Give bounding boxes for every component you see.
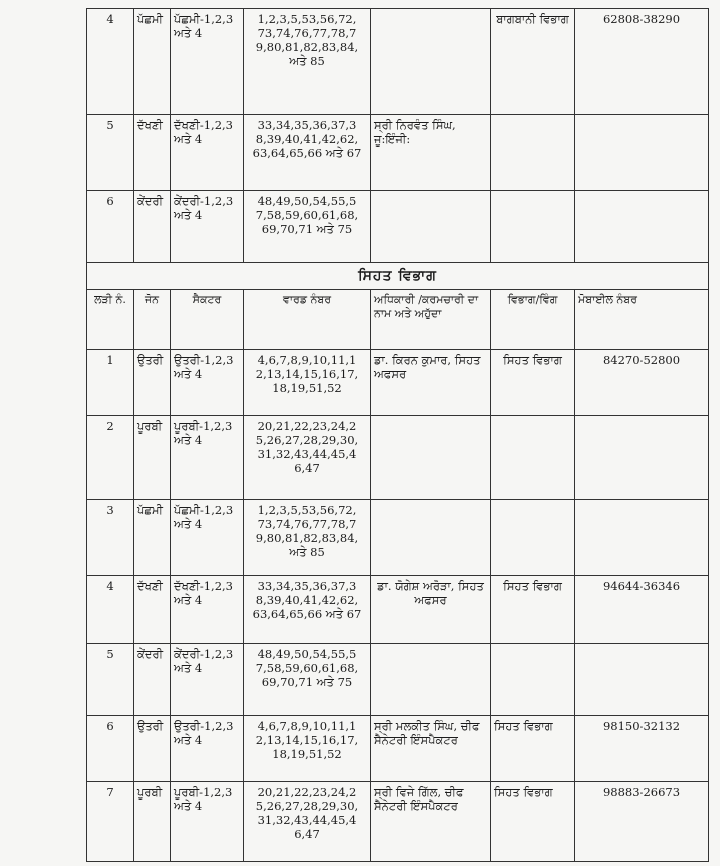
officer-cell	[371, 416, 491, 500]
zone-cell: ਉਤਰੀ	[134, 350, 171, 416]
wards-cell: 48,49,50,54,55,5 7,58,59,60,61,68, 69,70,71 ਅਤੇ 75	[244, 644, 371, 716]
serial-cell: 6	[87, 716, 134, 782]
serial-cell: 4	[87, 576, 134, 644]
zone-cell: ਪੂਰਬੀ	[134, 416, 171, 500]
zone-cell: ਕੇਂਦਰੀ	[134, 191, 171, 263]
mobile-cell	[575, 191, 709, 263]
department-cell: ਸਿਹਤ ਵਿਭਾਗ	[491, 576, 575, 644]
department-cell	[491, 500, 575, 576]
serial-cell: 4	[87, 9, 134, 115]
table-row	[87, 9, 709, 115]
serial-cell: 5	[87, 115, 134, 191]
serial-cell: 6	[87, 191, 134, 263]
department-cell: ਬਾਗਬਾਨੀ ਵਿਭਾਗ	[491, 9, 575, 115]
header-department: ਵਿਭਾਗ/ਵਿੰਗ	[491, 290, 575, 350]
wards-cell: 4,6,7,8,9,10,11,1 2,13,14,15,16,17, 18,19,51,52	[244, 716, 371, 782]
mobile-cell: 94644-36346	[575, 576, 709, 644]
department-cell: ਸਿਹਤ ਵਿਭਾਗ	[491, 716, 575, 782]
table-row	[87, 416, 709, 500]
wards-cell: 4,6,7,8,9,10,11,1 2,13,14,15,16,17, 18,19,51,52	[244, 350, 371, 416]
mobile-cell	[575, 115, 709, 191]
sector-cell: ਦੱਖਣੀ-1,2,3 ਅਤੇ 4	[171, 576, 244, 644]
department-cell	[491, 644, 575, 716]
officer-cell: ਡਾ. ਕਿਰਨ ਕੁਮਾਰ, ਸਿਹਤ ਅਫਸਰ	[371, 350, 491, 416]
header-mobile: ਮੋਬਾਈਲ ਨੰਬਰ	[575, 290, 709, 350]
mobile-cell: 98883-26673	[575, 782, 709, 862]
section-title: ਸਿਹਤ ਵਿਭਾਗ	[87, 263, 709, 290]
officer-cell: ਸ੍ਰੀ ਨਿਰਵੰਤ ਸਿੰਘ, ਜੂ:ਇੰਜੀ:	[371, 115, 491, 191]
serial-cell: 1	[87, 350, 134, 416]
mobile-cell	[575, 500, 709, 576]
officer-cell: ਸ੍ਰੀ ਮਲਕੀਤ ਸਿੰਘ, ਚੀਫ ਸੈਨੇਟਰੀ ਇੰਸਪੈਕਟਰ	[371, 716, 491, 782]
sector-cell: ਕੇਂਦਰੀ-1,2,3 ਅਤੇ 4	[171, 191, 244, 263]
zone-cell: ਦੱਖਣੀ	[134, 576, 171, 644]
ward-officer-table	[86, 8, 709, 862]
wards-cell: 33,34,35,36,37,3 8,39,40,41,42,62, 63,64,65,66 ਅਤੇ 67	[244, 115, 371, 191]
sector-cell: ਕੇਂਦਰੀ-1,2,3 ਅਤੇ 4	[171, 644, 244, 716]
sector-cell: ਉਤਰੀ-1,2,3 ਅਤੇ 4	[171, 716, 244, 782]
wards-cell: 20,21,22,23,24,2 5,26,27,28,29,30, 31,32,43,44,45,4 6,47	[244, 416, 371, 500]
officer-cell	[371, 500, 491, 576]
mobile-cell: 62808-38290	[575, 9, 709, 115]
sector-cell: ਉਤਰੀ-1,2,3 ਅਤੇ 4	[171, 350, 244, 416]
table-row	[87, 500, 709, 576]
mobile-cell	[575, 416, 709, 500]
officer-cell	[371, 9, 491, 115]
header-sector: ਸੈਕਟਰ	[171, 290, 244, 350]
zone-cell: ਕੇਂਦਰੀ	[134, 644, 171, 716]
department-cell	[491, 115, 575, 191]
table-row	[87, 576, 709, 644]
header-zone: ਜੋਨ	[134, 290, 171, 350]
table-row	[87, 644, 709, 716]
serial-cell: 7	[87, 782, 134, 862]
department-cell	[491, 416, 575, 500]
sector-cell: ਪੂਰਬੀ-1,2,3 ਅਤੇ 4	[171, 782, 244, 862]
wards-cell: 1,2,3,5,53,56,72, 73,74,76,77,78,7 9,80,81,82,83,84, ਅਤੇ 85	[244, 500, 371, 576]
officer-cell	[371, 644, 491, 716]
officer-cell: ਸ੍ਰੀ ਵਿਜੇ ਗਿੱਲ, ਚੀਫ ਸੈਨੇਟਰੀ ਇੰਸਪੈਕਟਰ	[371, 782, 491, 862]
zone-cell: ਪੱਛਮੀ	[134, 9, 171, 115]
table-row	[87, 191, 709, 263]
mobile-cell: 84270-52800	[575, 350, 709, 416]
department-cell: ਸਿਹਤ ਵਿਭਾਗ	[491, 350, 575, 416]
table-row	[87, 115, 709, 191]
officer-cell	[371, 191, 491, 263]
serial-cell: 3	[87, 500, 134, 576]
table-row	[87, 782, 709, 862]
header-officer: ਅਧਿਕਾਰੀ /ਕਰਮਚਾਰੀ ਦਾ ਨਾਮ ਅਤੇ ਅਹੁੱਦਾ	[371, 290, 491, 350]
department-cell: ਸਿਹਤ ਵਿਭਾਗ	[491, 782, 575, 862]
zone-cell: ਪੱਛਮੀ	[134, 500, 171, 576]
serial-cell: 2	[87, 416, 134, 500]
zone-cell: ਉਤਰੀ	[134, 716, 171, 782]
header-wards: ਵਾਰਡ ਨੰਬਰ	[244, 290, 371, 350]
sector-cell: ਪੱਛਮੀ-1,2,3 ਅਤੇ 4	[171, 9, 244, 115]
table-row	[87, 350, 709, 416]
wards-cell: 20,21,22,23,24,2 5,26,27,28,29,30, 31,32,43,44,45,4 6,47	[244, 782, 371, 862]
header-serial: ਲੜੀ ਨੰ.	[87, 290, 134, 350]
header-row	[87, 290, 709, 350]
officer-cell: ਡਾ. ਯੋਗੇਸ਼ ਅਰੋੜਾ, ਸਿਹਤ ਅਫਸਰ	[371, 576, 491, 644]
sector-cell: ਪੱਛਮੀ-1,2,3 ਅਤੇ 4	[171, 500, 244, 576]
sector-cell: ਦੱਖਣੀ-1,2,3 ਅਤੇ 4	[171, 115, 244, 191]
wards-cell: 48,49,50,54,55,5 7,58,59,60,61,68, 69,70,71 ਅਤੇ 75	[244, 191, 371, 263]
section-row	[87, 263, 709, 290]
wards-cell: 1,2,3,5,53,56,72, 73,74,76,77,78,7 9,80,81,82,83,84, ਅਤੇ 85	[244, 9, 371, 115]
serial-cell: 5	[87, 644, 134, 716]
table-row	[87, 716, 709, 782]
zone-cell: ਦੱਖਣੀ	[134, 115, 171, 191]
mobile-cell: 98150-32132	[575, 716, 709, 782]
mobile-cell	[575, 644, 709, 716]
wards-cell: 33,34,35,36,37,3 8,39,40,41,42,62, 63,64,65,66 ਅਤੇ 67	[244, 576, 371, 644]
department-cell	[491, 191, 575, 263]
sector-cell: ਪੂਰਬੀ-1,2,3 ਅਤੇ 4	[171, 416, 244, 500]
zone-cell: ਪੂਰਬੀ	[134, 782, 171, 862]
